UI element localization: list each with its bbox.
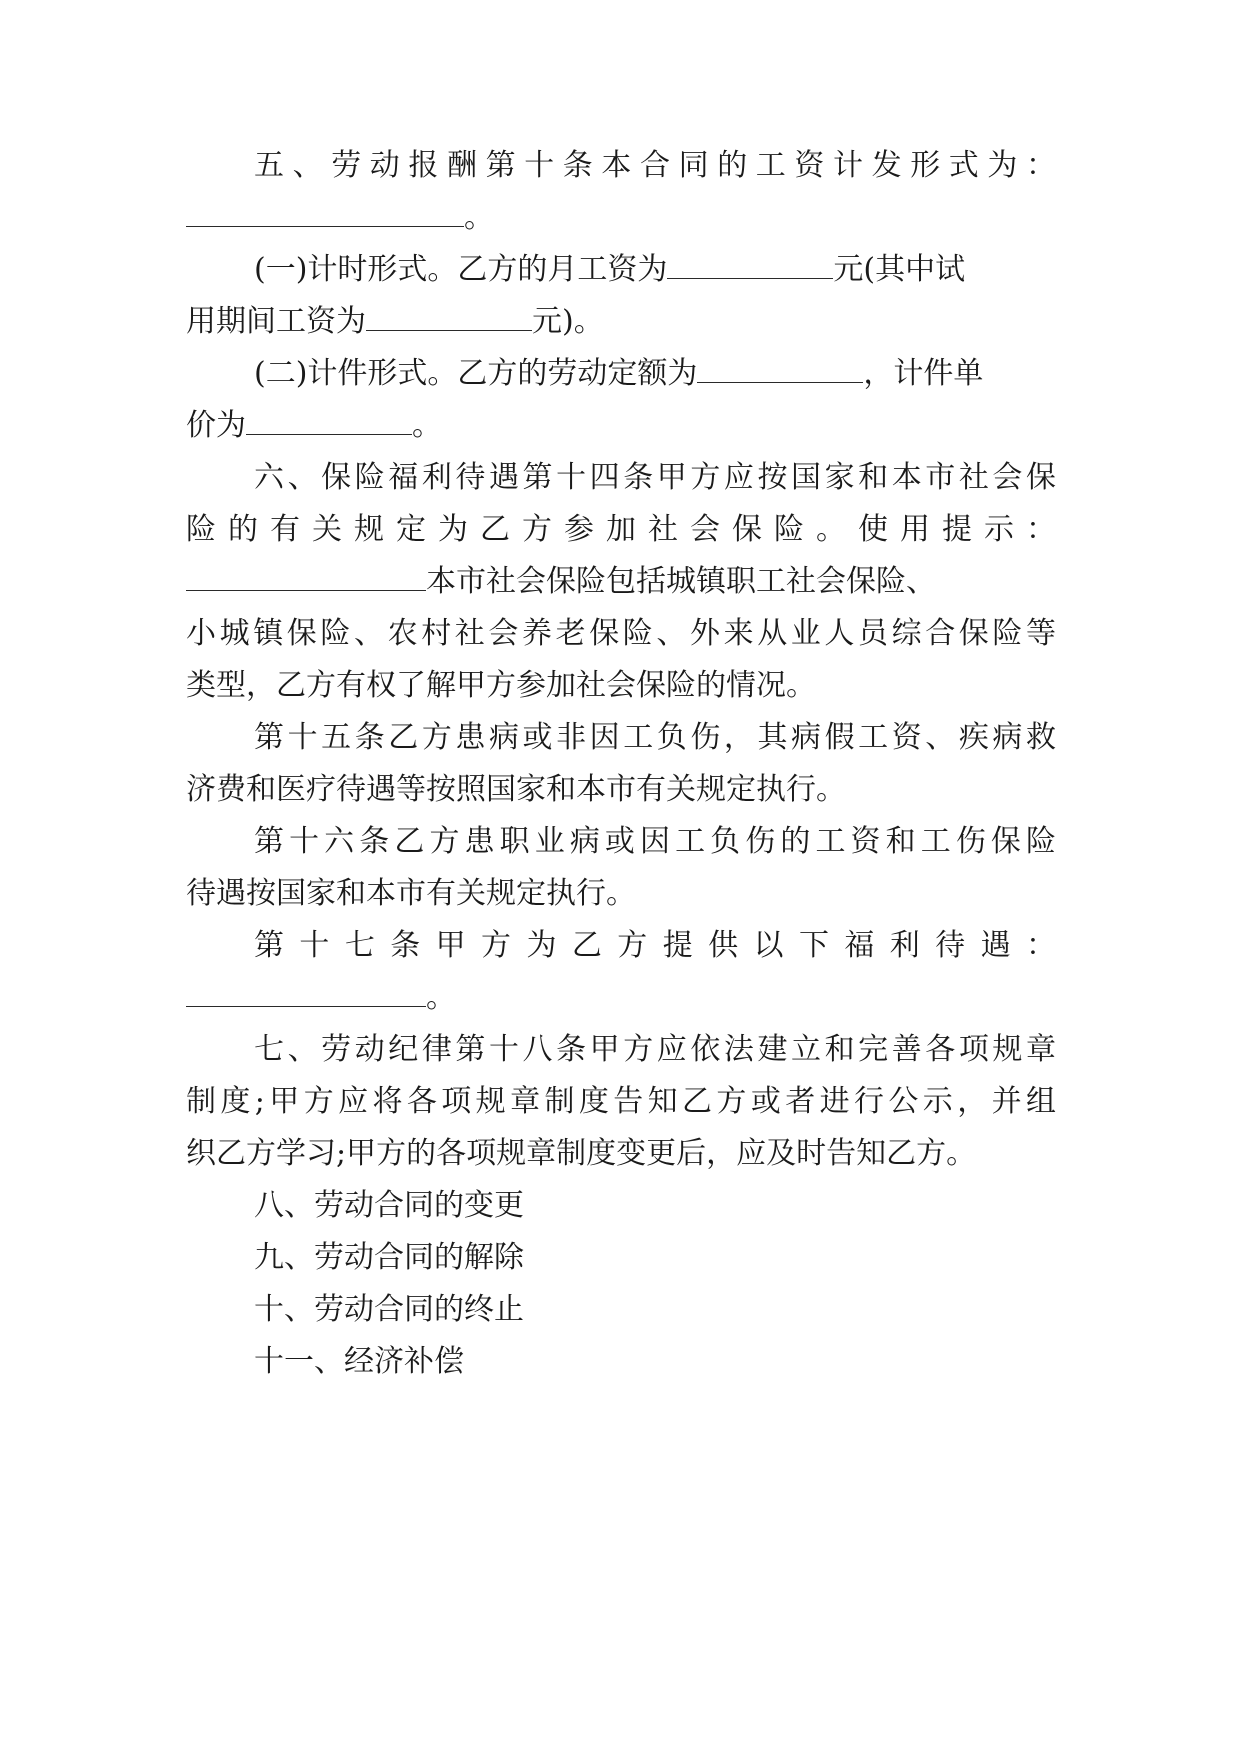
paragraph-line: 类型，乙方有权了解甲方参加社会保险的情况。 <box>186 668 816 703</box>
line-text: 。 <box>464 200 494 235</box>
line-text: 用期间工资为 <box>186 304 366 339</box>
paragraph-line <box>254 354 1056 394</box>
paragraph-line: 第十六条乙方患职业病或因工负伤的工资和工伤保险 <box>254 824 1056 859</box>
paragraph-line <box>186 406 1056 446</box>
fill-in-blank[interactable] <box>366 304 532 331</box>
paragraph-line: 织乙方学习;甲方的各项规章制度变更后，应及时告知乙方。 <box>186 1136 977 1171</box>
line-text: 。 <box>412 408 442 443</box>
paragraph-line: 五、劳动报酬第十条本合同的工资计发形式为： <box>254 148 1056 183</box>
section-heading: 十一、经济补偿 <box>254 1344 464 1379</box>
paragraph-line: 制度;甲方应将各项规章制度告知乙方或者进行公示，并组 <box>186 1084 1056 1119</box>
paragraph-line <box>186 198 1056 238</box>
paragraph-line: 小城镇保险、农村社会养老保险、外来从业人员综合保险等 <box>186 616 1056 651</box>
section-heading: 十、劳动合同的终止 <box>254 1292 524 1327</box>
paragraph-line: 待遇按国家和本市有关规定执行。 <box>186 876 636 911</box>
paragraph-line <box>254 250 1056 290</box>
paragraph-line <box>186 302 1056 342</box>
line-text: 。 <box>426 980 456 1015</box>
section-heading: 九、劳动合同的解除 <box>254 1240 524 1275</box>
paragraph-line: 第十七条甲方为乙方提供以下福利待遇： <box>254 928 1056 963</box>
fill-in-blank[interactable] <box>186 200 464 227</box>
paragraph-line: 六、保险福利待遇第十四条甲方应按国家和本市社会保 <box>254 460 1056 495</box>
paragraph-line <box>186 562 1056 602</box>
fill-in-blank[interactable] <box>186 564 426 591</box>
paragraph-line: 险的有关规定为乙方参加社会保险。使用提示： <box>186 512 1056 547</box>
line-text: 本市社会保险包括城镇职工社会保险、 <box>426 564 936 599</box>
line-text: 元)。 <box>532 304 604 339</box>
paragraph-line <box>186 978 1056 1018</box>
line-text: 价为 <box>186 408 246 443</box>
line-text: (二)计件形式。乙方的劳动定额为 <box>254 356 698 391</box>
fill-in-blank[interactable] <box>697 356 863 383</box>
line-text: ，计件单 <box>863 356 984 391</box>
line-text: (一)计时形式。乙方的月工资为 <box>254 252 668 287</box>
paragraph-line: 第十五条乙方患病或非因工负伤，其病假工资、疾病救 <box>254 720 1056 755</box>
paragraph-line: 七、劳动纪律第十八条甲方应依法建立和完善各项规章 <box>254 1032 1056 1067</box>
paragraph-line: 济费和医疗待遇等按照国家和本市有关规定执行。 <box>186 772 846 807</box>
fill-in-blank[interactable] <box>246 408 412 435</box>
fill-in-blank[interactable] <box>186 980 426 1007</box>
section-heading: 八、劳动合同的变更 <box>254 1188 524 1223</box>
fill-in-blank[interactable] <box>667 252 833 279</box>
line-text: 元(其中试 <box>833 252 966 287</box>
